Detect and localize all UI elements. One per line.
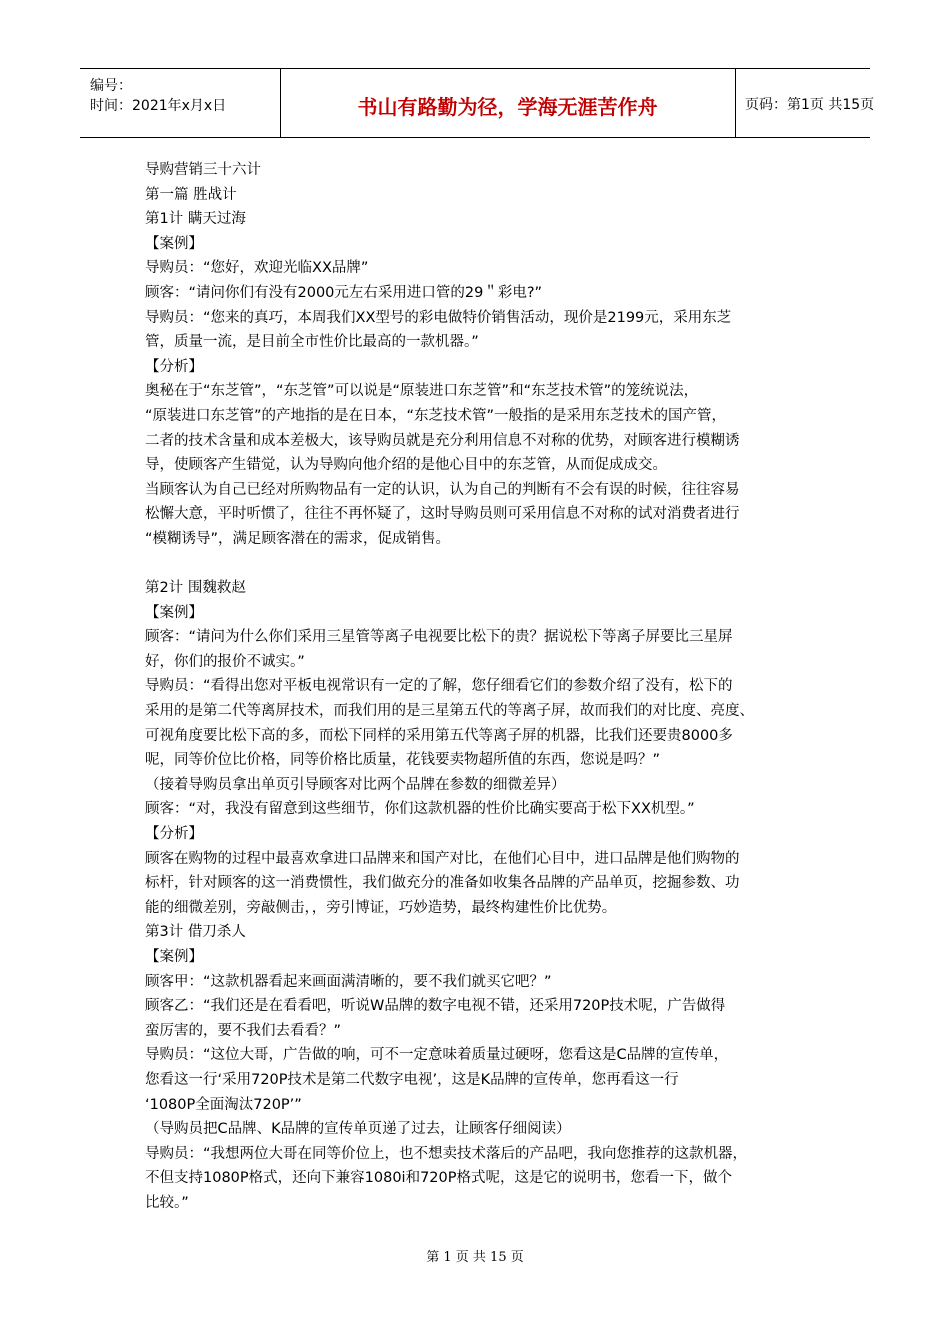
body-line: 【分析】 xyxy=(145,826,203,843)
body-line: 当顾客认为自己已经对所购物品有一定的认识，认为自己的判断有不会有误的时候，往往容易 xyxy=(145,481,740,498)
body-line: 导购员：“您好，欢迎光临XX品牌” xyxy=(145,260,369,277)
body-line: 能的细微差别，旁敲侧击，，旁引博证，巧妙造势，最终构建性价比优势。 xyxy=(145,899,617,916)
body-line: 松懈大意，平时听惯了，往往不再怀疑了，这时导购员则可采用信息不对称的试对消费者进行 xyxy=(145,506,740,523)
body-line: 奥秘在于“东芝管”，“东芝管”可以说是“原装进口东芝管”和“东芝技术管”的笼统说法， xyxy=(145,383,699,400)
body-line: 【案例】 xyxy=(145,604,203,621)
body-line: 【案例】 xyxy=(145,949,203,965)
body-line: 导，使顾客产生错觉，认为导购向他介绍的是他心目中的东芝管，从而促成成交。 xyxy=(145,457,667,474)
document-number-label: 编号： xyxy=(90,78,132,94)
body-line: 顾客乙：“我们还是在看看吧，听说W品牌的数字电视不错，还采用720P技术呢，广告做得 xyxy=(145,998,726,1015)
body-line: 管，质量一流，是目前全市性价比最高的一款机器。” xyxy=(145,334,479,351)
body-line: 第2计 围魏救赵 xyxy=(145,580,246,597)
body-line xyxy=(145,552,815,577)
body-line: 顾客：“对，我没有留意到这些细节，你们这款机器的性价比确实要高于松下XX机型。” xyxy=(145,801,695,818)
body-line: “模糊诱导”，满足顾客潜在的需求，促成销售。 xyxy=(145,530,451,547)
page-footer: 第 1 页 共 15 页 xyxy=(426,1250,524,1265)
body-line: 标杆，针对顾客的这一消费惯性，我们做充分的准备如收集各品牌的产品单页，挖掘参数、功 xyxy=(145,875,740,892)
header-motto: 书山有路勤为径，学海无涯苦作舟 xyxy=(357,95,658,119)
body-line: 【案例】 xyxy=(145,235,203,252)
body-line: 不但支持1080P格式，还向下兼容1080i和720P格式呢，这是它的说明书，您看一下，做个 xyxy=(145,1170,732,1187)
body-line: 导购营销三十六计 xyxy=(145,162,261,178)
body-line: 呢，同等价位比价格，同等价格比质量，花钱要卖物超所值的东西，您说是吗？” xyxy=(145,752,661,769)
body-line: 第1计 瞒天过海 xyxy=(145,211,246,228)
body-line: 导购员：“我想两位大哥在同等价位上，也不想卖技术落后的产品吧，我向您推荐的这款机器， xyxy=(145,1145,748,1162)
body-line: 【分析】 xyxy=(145,358,203,375)
body-line: 比较。” xyxy=(145,1194,189,1211)
header-page-cell xyxy=(735,69,875,137)
body-line: （导购员把C品牌、K品牌的宣传单页递了过去，让顾客仔细阅读） xyxy=(145,1121,571,1138)
body-line: 二者的技术含量和成本差极大，该导购员就是充分利用信息不对称的优势，对顾客进行模糊诱 xyxy=(145,432,740,449)
body-line: 顾客在购物的过程中最喜欢拿进口品牌来和国产对比，在他们心目中，进口品牌是他们购物的 xyxy=(145,850,740,867)
body-line: 第3计 借刀杀人 xyxy=(145,924,246,941)
body-line: 导购员：“您来的真巧，本周我们XX型号的彩电做特价销售活动，现价是2199元，采用东芝 xyxy=(145,309,732,326)
header-page-info: 页码：第1页 共15页 xyxy=(745,97,875,113)
document-date: 时间：2021年x月x日 xyxy=(90,98,227,114)
body-line: ‘1080P全面淘汰720P’” xyxy=(145,1096,302,1113)
body-line: 导购员：“看得出您对平板电视常识有一定的了解，您仔细看它们的参数介绍了没有，松下的 xyxy=(145,678,733,695)
body-line: 导购员：“这位大哥，广告做的响，可不一定意味着质量过硬呀，您看这是C品牌的宣传单， xyxy=(145,1047,729,1064)
header-meta-cell xyxy=(80,69,281,137)
body-line: 顾客：“请问为什么你们采用三星管等离子电视要比松下的贵？据说松下等离子屏要比三星屏 xyxy=(145,629,733,646)
page-header xyxy=(80,68,875,138)
body-line: （接着导购员拿出单页引导顾客对比两个品牌在参数的细微差异） xyxy=(145,776,566,793)
body-line: 好，你们的报价不诚实。” xyxy=(145,653,305,670)
body-line: 第一篇 胜战计 xyxy=(145,186,237,203)
body-line: “原装进口东芝管”的产地指的是在日本，“东芝技术管”一般指的是采用东芝技术的国产管， xyxy=(145,407,727,424)
body-line: 您看这一行‘采用720P技术是第二代数字电视’，这是K品牌的宣传单，您再看这一行 xyxy=(145,1071,679,1088)
body-line: 顾客甲：“这款机器看起来画面满清晰的，要不我们就买它吧？” xyxy=(145,973,552,990)
body-line: 蛮厉害的，要不我们去看看？” xyxy=(145,1022,342,1039)
body-line: 顾客：“请问你们有没有2000元左右采用进口管的29＂彩电?” xyxy=(145,284,543,301)
body-line: 采用的是第二代等离屏技术，而我们用的是三星第五代的等离子屏，故而我们的对比度、亮度、 xyxy=(145,703,754,720)
document-body xyxy=(145,158,815,1216)
header-motto-cell xyxy=(280,69,736,137)
body-line: 可视角度要比松下高的多，而松下同样的采用第五代等离子屏的机器，比我们还要贵8000多 xyxy=(145,727,733,744)
